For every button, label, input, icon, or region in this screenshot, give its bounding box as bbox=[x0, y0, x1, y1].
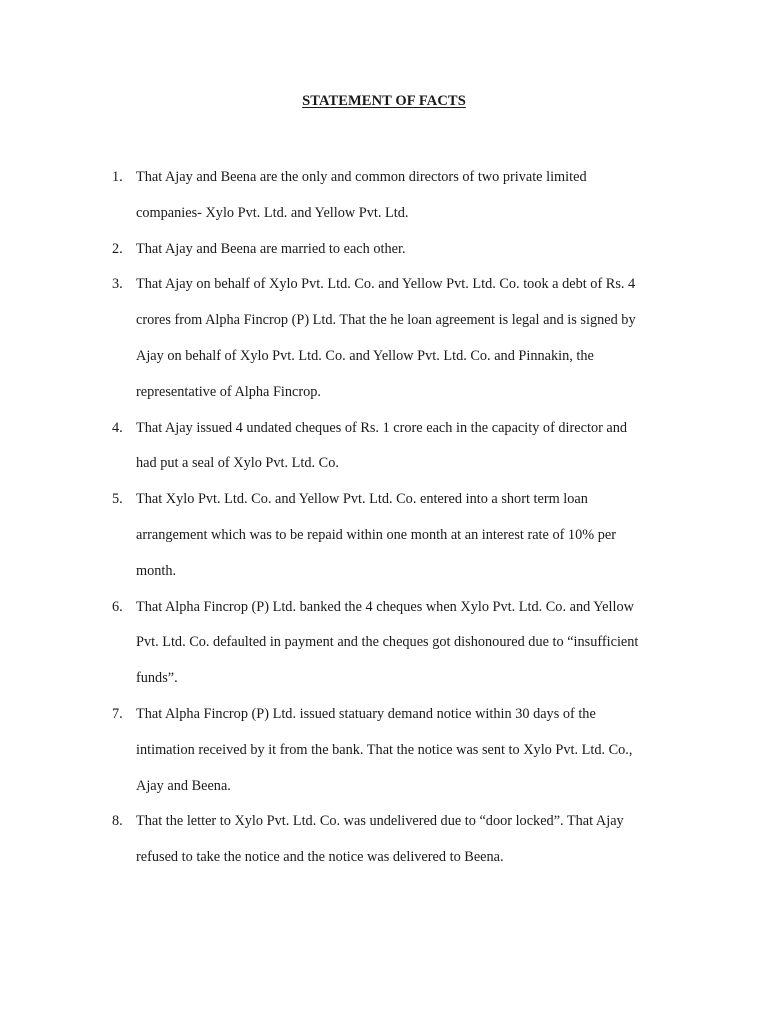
facts-list bbox=[112, 160, 672, 876]
fact-line: That Ajay on behalf of Xylo Pvt. Ltd. Co. and Yellow Pvt. Ltd. Co. took a debt of Rs. 4 bbox=[136, 276, 636, 293]
fact-line: companies- Xylo Pvt. Ltd. and Yellow Pvt. Ltd. bbox=[136, 204, 409, 221]
fact-number: 2. bbox=[112, 240, 123, 257]
fact-number: 4. bbox=[112, 419, 123, 436]
fact-line: month. bbox=[136, 562, 177, 579]
fact-line: That Ajay and Beena are the only and common directors of two private limited bbox=[136, 169, 587, 185]
fact-line: Ajay and Beena. bbox=[136, 777, 231, 794]
fact-item-8 bbox=[112, 804, 672, 876]
fact-item-7 bbox=[112, 697, 672, 804]
fact-item-1 bbox=[112, 160, 672, 232]
fact-line: That Alpha Fincrop (P) Ltd. banked the 4 cheques when Xylo Pvt. Ltd. Co. and Yellow bbox=[136, 598, 634, 615]
fact-number: 3. bbox=[112, 276, 123, 293]
fact-number: 5. bbox=[112, 491, 123, 508]
fact-line: representative of Alpha Fincrop. bbox=[136, 383, 322, 400]
fact-line: funds”. bbox=[136, 670, 178, 687]
fact-line: refused to take the notice and the notice was delivered to Beena. bbox=[136, 849, 504, 866]
fact-line: That the letter to Xylo Pvt. Ltd. Co. was undelivered due to “door locked”. That Ajay bbox=[136, 813, 624, 830]
fact-line: Ajay on behalf of Xylo Pvt. Ltd. Co. and Yellow Pvt. Ltd. Co. and Pinnakin, the bbox=[136, 347, 594, 364]
fact-line: had put a seal of Xylo Pvt. Ltd. Co. bbox=[136, 455, 339, 472]
fact-line: crores from Alpha Fincrop (P) Ltd. That the he loan agreement is legal and is signed by bbox=[136, 312, 636, 329]
fact-line: That Ajay issued 4 undated cheques of Rs. 1 crore each in the capacity of director and bbox=[136, 419, 628, 436]
page-title: STATEMENT OF FACTS bbox=[302, 93, 466, 109]
fact-item-4 bbox=[112, 411, 672, 483]
fact-number: 6. bbox=[112, 598, 123, 615]
fact-item-6 bbox=[112, 590, 672, 697]
fact-line: That Ajay and Beena are married to each other. bbox=[136, 240, 406, 257]
fact-number: 7. bbox=[112, 705, 123, 722]
fact-item-3 bbox=[112, 267, 672, 410]
fact-item-5 bbox=[112, 482, 672, 589]
fact-line: arrangement which was to be repaid within one month at an interest rate of 10% per bbox=[136, 526, 616, 543]
fact-line: intimation received by it from the bank. That the notice was sent to Xylo Pvt. Ltd. Co., bbox=[136, 741, 633, 758]
fact-line: That Xylo Pvt. Ltd. Co. and Yellow Pvt. Ltd. Co. entered into a short term loan bbox=[136, 491, 588, 508]
fact-number: 1. bbox=[112, 169, 123, 185]
fact-number: 8. bbox=[112, 813, 123, 830]
fact-line: Pvt. Ltd. Co. defaulted in payment and the cheques got dishonoured due to “insufficient bbox=[136, 634, 639, 651]
fact-line: That Alpha Fincrop (P) Ltd. issued statuary demand notice within 30 days of the bbox=[136, 705, 596, 722]
fact-item-2 bbox=[112, 232, 672, 268]
